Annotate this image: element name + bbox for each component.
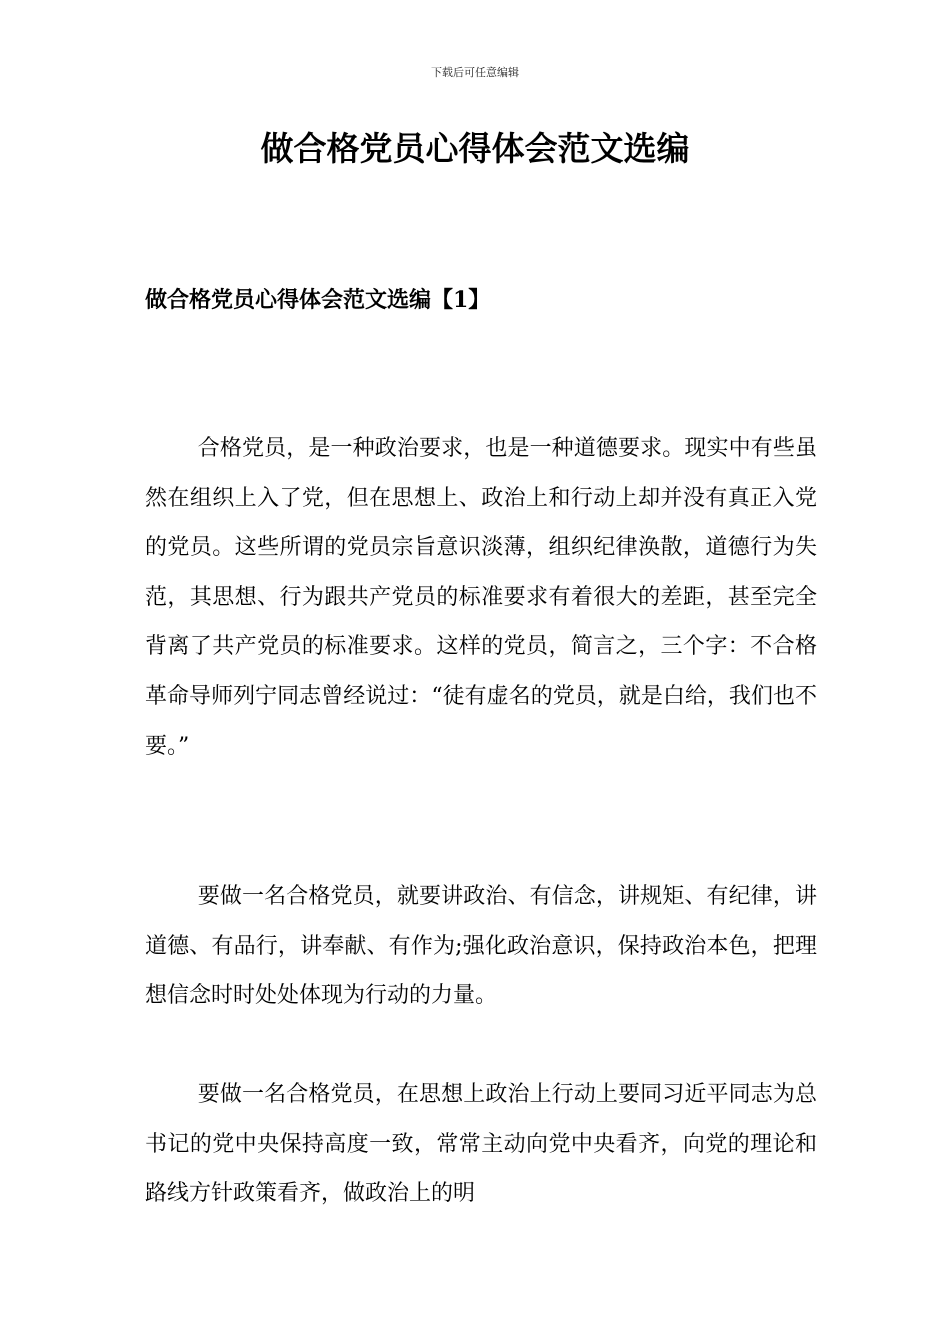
paragraph-3: 要做一名合格党员，在思想上政治上行动上要同习近平同志为总书记的党中央保持高度一致，常常主动向党中央看齐，向党的理论和路线方针政策看齐，做政治上的明	[145, 1082, 817, 1207]
paragraph-2: 要做一名合格党员，就要讲政治、有信念，讲规矩、有纪律，讲道德、有品行，讲奉献、有作为;强化政治意识，保持政治本色，把理想信念时时处处体现为行动的力量。	[145, 884, 817, 1009]
section-heading: 做合格党员心得体会范文选编【1】	[145, 287, 491, 313]
document-title: 做合格党员心得体会范文选编	[260, 129, 690, 168]
header-note: 下载后可任意编辑	[431, 66, 519, 79]
paragraph-1: 合格党员，是一种政治要求，也是一种道德要求。现实中有些虽然在组织上入了党，但在思想上、政治上和行动上却并没有真正入党的党员。这些所谓的党员宗旨意识淡薄，组织纪律涣散，道德行为失范，其思想、行为跟共产党员的标准要求有着很大的差距，甚至完全背离了共产党员的标准要求。这样的党员，简言之，三个字：不合格革命导师列宁同志曾经说过：“徒有虚名的党员，就是白给，我们也不要。”	[145, 436, 817, 759]
